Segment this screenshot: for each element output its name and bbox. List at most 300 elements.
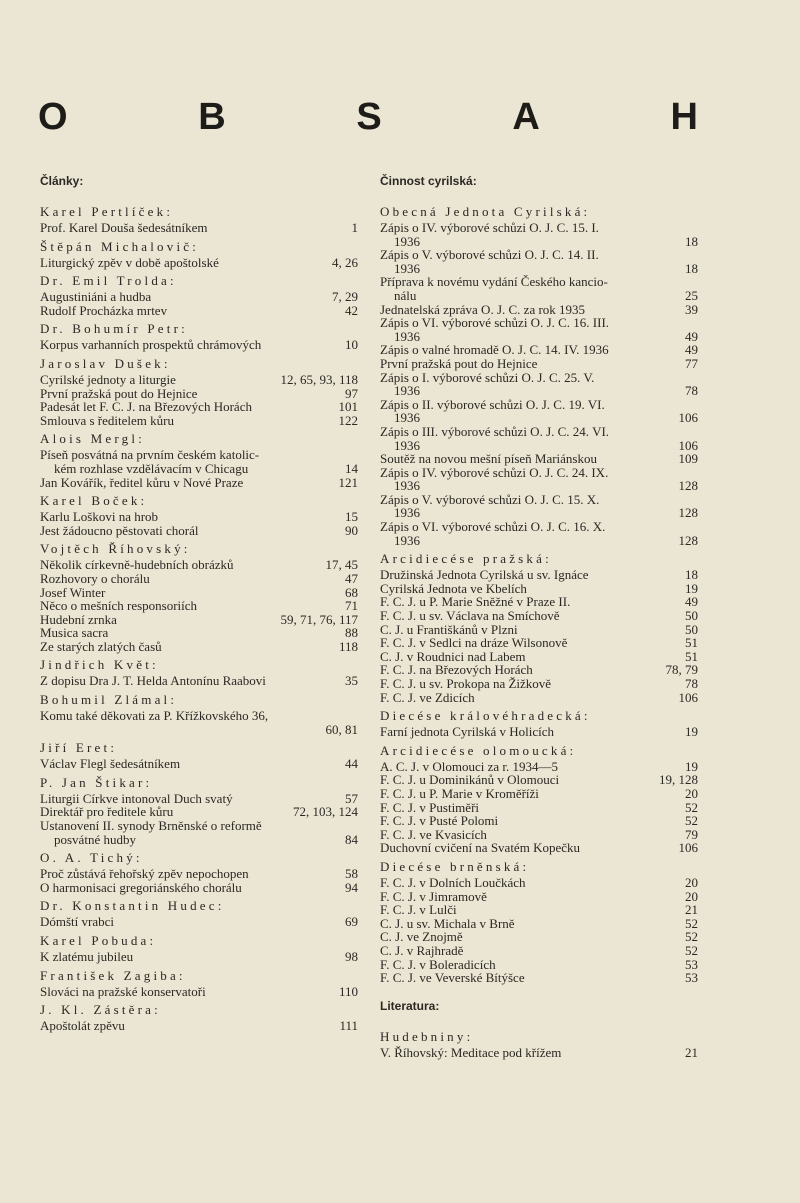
entry-title (40, 613, 272, 627)
entry-title (380, 917, 677, 931)
entry-title-line: Padesát let F. C. J. na Březových Horách (40, 399, 252, 415)
page-numbers: 44 (345, 756, 358, 772)
entry-title-line: Hudební zrnka (40, 611, 117, 627)
toc-entry (40, 221, 358, 235)
entry-title (380, 357, 677, 371)
title-letter: S (356, 96, 382, 138)
entry-title (40, 448, 337, 475)
page-numbers: 97 (345, 385, 358, 401)
entry-title-line: F. C. J. u P. Marie v Kroměříži (380, 785, 539, 801)
toc-entry (380, 493, 698, 520)
author-block (40, 849, 358, 894)
page-numbers: 12, 65, 93, 118 (280, 371, 358, 387)
entry-title (40, 626, 337, 640)
toc-entry (380, 425, 698, 452)
entry-title (380, 636, 677, 650)
toc-entry (380, 663, 698, 677)
entry-title (380, 760, 677, 774)
entry-title (40, 915, 337, 929)
title-letter: O (38, 96, 68, 138)
entry-title-line: F. C. J. v Pustiměři (380, 799, 480, 815)
entry-title-line: F. C. J. u sv. Václava na Smíchově (380, 608, 560, 624)
left-column (40, 174, 358, 1033)
entry-title (40, 304, 337, 318)
entry-title-line: 1936 (394, 532, 420, 548)
entry-title-line: F. C. J. ve Zdicích (380, 689, 475, 705)
toc-entry (40, 950, 358, 964)
entry-title-line: Farní jednota Cyrilská v Holicích (380, 724, 555, 740)
page-numbers: 68 (345, 584, 358, 600)
entry-title-line: Augustiniáni a hudba (40, 289, 152, 305)
section-heading: Literatura: (380, 998, 440, 1013)
toc-entry (380, 944, 698, 958)
entry-title (380, 520, 671, 547)
toc-entry (380, 814, 698, 828)
author-block (40, 691, 358, 736)
page-numbers: 49 (685, 342, 698, 358)
entry-title (380, 452, 671, 466)
entry-title-line: 1936 (394, 437, 420, 453)
entry-title-line: F. C. J. u Dominikánů v Olomouci (380, 772, 560, 788)
entry-title-line: První pražská pout do Hejnice (40, 385, 198, 401)
entry-title (380, 773, 651, 787)
toc-entry (380, 609, 698, 623)
toc-entry (40, 476, 358, 490)
entry-title-line: 1936 (394, 505, 420, 521)
author-name: Jaroslav Dušek: (40, 355, 171, 371)
entry-title-line: F. C. J. v Jimramově (380, 888, 487, 904)
page-numbers: 88 (345, 625, 358, 641)
entry-title-line: 1936 (394, 410, 420, 426)
page-numbers: 128 (678, 532, 698, 548)
toc-entry (40, 626, 358, 640)
toc-entry (40, 674, 358, 688)
toc-entry (380, 371, 698, 398)
toc-entry (40, 586, 358, 600)
toc-entry (380, 841, 698, 855)
entry-title (40, 572, 337, 586)
toc-entry (40, 256, 358, 270)
author-block (40, 320, 358, 352)
title-letter: H (670, 96, 698, 138)
toc-entry (40, 867, 358, 881)
entry-title-line: Korpus varhanních prospektů chrámových (40, 337, 262, 353)
page-numbers: 42 (345, 302, 358, 318)
page-numbers: 53 (685, 970, 698, 986)
entry-title (40, 586, 337, 600)
entry-title-line: F. C. J. v Pusté Polomi (380, 813, 499, 829)
entry-title (380, 958, 677, 972)
toc-entry (380, 623, 698, 637)
entry-title-line: C. J. v Roudnici nad Labem (380, 648, 526, 664)
author-name: Bohumil Zlámal: (40, 692, 178, 708)
entry-title (380, 890, 677, 904)
toc-entry (380, 595, 698, 609)
entry-title (380, 828, 677, 842)
entry-title-line: 1936 (394, 233, 420, 249)
entry-title (380, 677, 677, 691)
toc-entry (40, 805, 358, 819)
entry-title-line: Něco o mešních responsoriích (40, 598, 198, 614)
entry-title (40, 757, 337, 771)
page-numbers: 77 (685, 355, 698, 371)
entry-title-line: Duchovní cvičení na Svatém Kopečku (380, 840, 580, 856)
toc-entry (40, 819, 358, 846)
entry-title-line: 1936 (394, 478, 420, 494)
toc-entry (40, 448, 358, 475)
author-block (40, 238, 358, 270)
entry-title (40, 256, 324, 270)
entry-title (380, 466, 671, 493)
page-numbers: 57 (345, 790, 358, 806)
entry-title (380, 425, 671, 452)
entry-title-line: Jest žádoucno pěstovati chorál (40, 522, 199, 538)
page-numbers: 60, 81 (325, 721, 358, 737)
entry-title (40, 1019, 331, 1033)
entry-title (380, 691, 671, 705)
page-numbers: 39 (685, 301, 698, 317)
author-block (40, 739, 358, 771)
entry-title-line: Proč zůstává řehořský zpěv nepochopen (40, 866, 249, 882)
entry-title-line: Několik církevně-hudebních obrázků (40, 557, 234, 573)
entry-title (380, 814, 677, 828)
page-numbers: 78 (685, 676, 698, 691)
page-numbers: 52 (685, 799, 698, 815)
entry-title-line: První pražská pout do Hejnice (380, 355, 538, 371)
page-numbers: 109 (678, 451, 698, 467)
toc-entry (380, 801, 698, 815)
page-numbers: 71 (345, 598, 358, 614)
entry-title-line: 1936 (394, 328, 420, 344)
entry-title-line: F. C. J. na Březových Horách (380, 662, 533, 678)
author-name: Obecná Jednota Cyrilská: (380, 204, 591, 219)
page-numbers: 21 (685, 902, 698, 918)
entry-title-line: Cyrilské jednoty a liturgie (40, 371, 176, 387)
entry-title-line: 1936 (394, 383, 420, 399)
page-numbers: 106 (678, 840, 698, 856)
toc-entry (40, 338, 358, 352)
entry-title-line: F. C. J. ve Veverské Bítýšce (380, 970, 525, 986)
toc-entry (380, 221, 698, 248)
page-numbers: 35 (345, 673, 358, 689)
entry-title-line: Zápis o II. výborové schůzi O. J. C. 19. VI. (380, 396, 605, 412)
entry-title-line: Jan Kovářík, ředitel kůru v Nové Praze (40, 474, 244, 490)
author-name: Alois Mergl: (40, 431, 145, 447)
page-numbers: 78 (685, 383, 698, 399)
toc-entry (380, 890, 698, 904)
entry-title (40, 373, 272, 387)
toc-entry (380, 787, 698, 801)
author-name: Dr. Bohumír Petr: (40, 321, 188, 337)
entry-title-line: Zápis o IV. výborové schůzi O. J. C. 15. I. (380, 220, 599, 235)
entry-title-line: Zápis o I. výborové schůzi O. J. C. 25. V. (380, 369, 595, 385)
toc-entry (40, 510, 358, 524)
author-block (40, 355, 358, 427)
entry-title-line: Zápis o V. výborové schůzi O. J. C. 15. X. (380, 491, 600, 507)
entry-title-line: kém rozhlase vzdělávacím v Chicagu (54, 460, 249, 476)
page-numbers: 52 (685, 915, 698, 931)
toc-entry (40, 723, 358, 737)
entry-title (380, 316, 677, 343)
entry-title (40, 805, 285, 819)
toc-entry (380, 691, 698, 705)
author-block (380, 707, 698, 739)
page-numbers: 128 (678, 505, 698, 521)
page-numbers: 84 (345, 831, 358, 847)
entry-title (380, 663, 658, 677)
page-numbers: 7, 29 (332, 289, 358, 305)
entry-title (40, 640, 331, 654)
entry-title-line: Musica sacra (40, 625, 109, 641)
entry-title-line: Cyrilská Jednota ve Kbelích (380, 580, 527, 596)
page-numbers: 51 (685, 648, 698, 664)
toc-entry (40, 915, 358, 929)
toc-entry (380, 275, 698, 302)
page-numbers: 101 (338, 399, 358, 415)
entry-title-line: Slováci na pražské konservatoři (40, 983, 206, 999)
page-numbers: 4, 26 (332, 254, 358, 270)
toc-entry (40, 304, 358, 318)
entry-title (40, 709, 350, 723)
entry-title-line: posvátné hudby (54, 831, 136, 847)
page-numbers: 14 (345, 460, 358, 476)
toc-entry (380, 958, 698, 972)
toc-entry (380, 316, 698, 343)
toc-entry (380, 248, 698, 275)
author-name: Štěpán Michalovič: (40, 238, 200, 254)
page-title (38, 96, 698, 139)
author-name: Diecése královéhradecká: (380, 708, 591, 724)
toc-entry (40, 572, 358, 586)
page-numbers: 20 (685, 874, 698, 890)
entry-title (380, 944, 677, 958)
toc-entry (40, 985, 358, 999)
entry-title-line: C. J. u Františkánů v Plzni (380, 621, 518, 637)
entry-title (40, 674, 337, 688)
page-numbers: 59, 71, 76, 117 (280, 611, 358, 627)
entry-title (40, 290, 324, 304)
entry-title-line: Rozhovory o chorálu (40, 570, 150, 586)
entry-title-line: Apoštolát zpěvu (40, 1018, 125, 1034)
author-name: František Zagiba: (40, 967, 186, 983)
entry-title (380, 595, 677, 609)
entry-title-line: Zápis o VI. výborové schůzi O. J. C. 16. III. (380, 315, 610, 331)
entry-title (40, 881, 337, 895)
page-numbers: 122 (338, 412, 358, 428)
entry-title-line: Direktář pro ředitele kůru (40, 804, 174, 820)
entry-title-line: Rudolf Procházka mrtev (40, 302, 168, 318)
toc-entry (380, 917, 698, 931)
entry-title-line: F. C. J. v Dolních Loučkách (380, 874, 526, 890)
toc-entry (380, 725, 698, 739)
toc-entry (380, 971, 698, 985)
page-numbers: 106 (678, 437, 698, 453)
author-name: Diecése brněnská: (380, 858, 530, 874)
entry-title (380, 623, 677, 637)
author-name: J. Kl. Zástěra: (40, 1002, 161, 1018)
author-block (40, 774, 358, 846)
entry-title-line: nálu (394, 287, 417, 303)
author-block (380, 1028, 698, 1060)
entry-title-line: F. C. J. u P. Marie Sněžné v Praze II. (380, 594, 571, 610)
page-numbers: 21 (685, 1044, 698, 1060)
author-block (40, 1001, 358, 1033)
entry-title-line: Příprava k novému vydání Českého kancio- (380, 274, 608, 290)
entry-title-line: V. Říhovský: Meditace pod křížem (380, 1044, 562, 1060)
toc-entry (380, 303, 698, 317)
entry-title-line: F. C. J. v Boleradicích (380, 956, 496, 972)
toc-entry (380, 876, 698, 890)
page-numbers: 50 (685, 621, 698, 637)
entry-title (380, 568, 677, 582)
toc-entry (40, 524, 358, 538)
page-numbers: 106 (678, 689, 698, 705)
entry-title-line: Prof. Karel Douša šedesátníkem (40, 220, 208, 235)
page-numbers: 72, 103, 124 (293, 804, 358, 820)
entry-title-line: Dómští vrabci (40, 914, 115, 930)
entry-title (380, 903, 677, 917)
author-block (40, 897, 358, 929)
author-name: P. Jan Štikar: (40, 774, 153, 790)
toc-entry (380, 1046, 698, 1060)
page-numbers: 52 (685, 813, 698, 829)
entry-title-line: Soutěž na novou mešní píseň Mariánskou (380, 451, 597, 467)
toc-entry (380, 773, 698, 787)
author-name: Jindřich Květ: (40, 657, 159, 673)
entry-title-line: Karlu Loškovi na hrob (40, 509, 159, 525)
page-numbers: 20 (685, 785, 698, 801)
toc-entry (40, 640, 358, 654)
toc-entry (40, 881, 358, 895)
page-numbers: 15 (345, 509, 358, 525)
entry-title (380, 493, 671, 520)
toc-entry (380, 520, 698, 547)
entry-title-line (40, 723, 318, 737)
author-block (380, 550, 698, 704)
toc-entry (40, 613, 358, 627)
page-numbers: 18 (685, 567, 698, 583)
author-name: Arcidiecése olomoucká: (380, 742, 577, 758)
page-numbers: 18 (685, 260, 698, 276)
entry-title-line: 1936 (394, 260, 420, 276)
page-numbers: 19 (685, 580, 698, 596)
entry-title (40, 387, 337, 401)
entry-title (40, 819, 337, 846)
toc-entry (40, 400, 358, 414)
entry-title (380, 303, 677, 317)
toc-entry (40, 792, 358, 806)
entry-title-line: Ustanovení II. synody Brněnské o reformě (40, 818, 262, 834)
entry-title-line: K zlatému jubileu (40, 949, 134, 964)
entry-title (380, 801, 677, 815)
entry-title (380, 876, 677, 890)
entry-title (40, 950, 337, 964)
entry-title (380, 398, 671, 425)
page-numbers: 98 (345, 949, 358, 964)
entry-title (380, 275, 677, 302)
toc-entry (380, 650, 698, 664)
page-numbers: 110 (338, 983, 358, 999)
toc-entry (40, 414, 358, 428)
author-block (380, 742, 698, 855)
entry-title-line: Zápis o III. výborové schůzi O. J. C. 24. VI. (380, 423, 610, 439)
page-numbers: 78, 79 (665, 662, 698, 678)
toc-entry (40, 290, 358, 304)
entry-title-line: Z dopisu Dra J. T. Helda Antonínu Raabovi (40, 673, 266, 689)
entry-title (40, 792, 337, 806)
entry-title-line: F. C. J. u sv. Prokopa na Žižkově (380, 676, 552, 691)
entry-title (40, 985, 331, 999)
toc-entry (380, 582, 698, 596)
page-numbers: 19 (685, 758, 698, 774)
entry-title-line: Píseň posvátná na prvním českém katolic- (40, 447, 260, 463)
entry-title (380, 1046, 677, 1060)
toc-entry (40, 558, 358, 572)
toc-entry (380, 828, 698, 842)
entry-title-line: F. C. J. v Sedlci na dráze Wilsonově (380, 635, 568, 651)
entry-title (380, 582, 677, 596)
page-numbers: 47 (345, 570, 358, 586)
right-column (380, 174, 698, 1059)
author-block (40, 492, 358, 537)
page-numbers: 121 (338, 474, 358, 490)
toc-entry (40, 1019, 358, 1033)
page-numbers: 111 (339, 1018, 358, 1034)
entry-title-line: Zápis o VI. výborové schůzi O. J. C. 16. X. (380, 519, 606, 535)
entry-title-line: O harmonisaci gregoriánského chorálu (40, 879, 242, 895)
entry-title (40, 599, 337, 613)
toc-entry (380, 568, 698, 582)
entry-title (380, 248, 677, 275)
toc-entry (40, 387, 358, 401)
author-block (380, 858, 698, 985)
page-numbers: 49 (685, 328, 698, 344)
entry-title-line: Ze starých zlatých časů (40, 638, 162, 654)
author-name: Dr. Konstantin Hudec: (40, 898, 225, 914)
entry-title-line: C. J. v Rajhradě (380, 942, 464, 958)
author-block (40, 967, 358, 999)
toc-entry (380, 466, 698, 493)
author-name: Jiří Eret: (40, 740, 118, 756)
entry-title (40, 524, 337, 538)
page-numbers: 94 (345, 879, 358, 895)
page-numbers: 17, 45 (325, 557, 358, 573)
entry-title (380, 650, 677, 664)
entry-title (380, 343, 677, 357)
entry-title (40, 338, 337, 352)
page-numbers: 51 (685, 635, 698, 651)
entry-title (40, 221, 344, 235)
toc-entry (380, 636, 698, 650)
entry-title-line: Družinská Jednota Cyrilská u sv. Ignáce (380, 567, 589, 583)
toc-entry (40, 757, 358, 771)
entry-title (40, 723, 318, 737)
entry-title (40, 400, 331, 414)
page-numbers: 79 (685, 826, 698, 842)
author-name: Karel Boček: (40, 493, 148, 509)
toc-entry (380, 760, 698, 774)
author-name: Vojtěch Říhovský: (40, 541, 191, 557)
page-numbers: 106 (678, 410, 698, 426)
entry-title (40, 414, 331, 428)
author-block (40, 656, 358, 688)
entry-title (380, 371, 677, 398)
author-block (40, 272, 358, 317)
page-numbers: 19, 128 (659, 772, 698, 788)
entry-title (380, 221, 677, 248)
toc-entry (380, 903, 698, 917)
entry-title (380, 609, 677, 623)
